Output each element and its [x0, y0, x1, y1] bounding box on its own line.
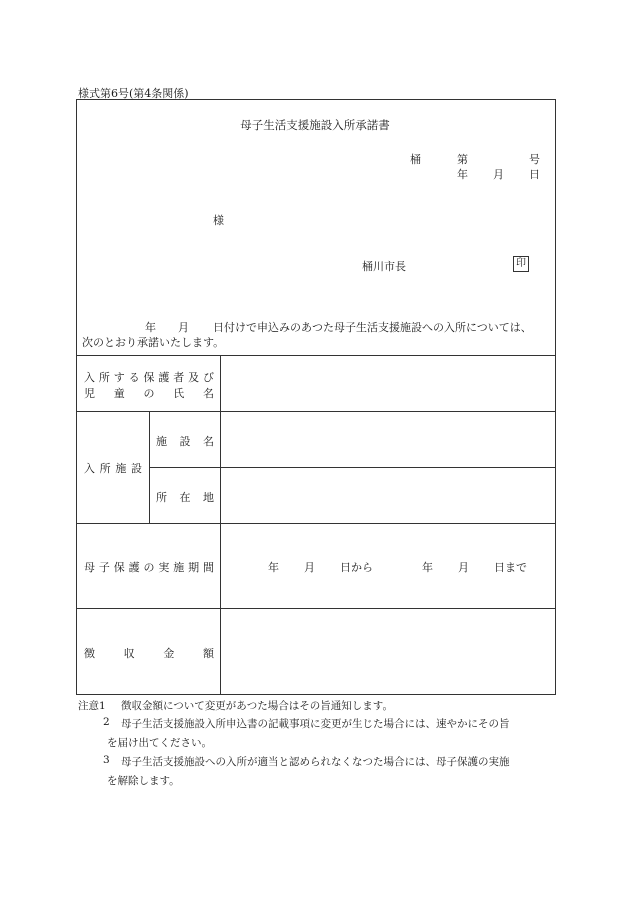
- facility-name-label: 施 設 名: [156, 435, 214, 448]
- body-month: 月: [178, 321, 189, 334]
- note1-head: 注意1: [78, 700, 106, 712]
- body-year: 年: [145, 321, 156, 334]
- note3-text-a: 母子生活支援施設への入所が適当と認められなくなつた場合には、母子保護の実施: [121, 756, 510, 768]
- note3-text-b: を解除します。: [107, 775, 180, 787]
- addressee-suffix: 様: [213, 214, 224, 227]
- facility-group-label: 入 所 施 設: [84, 462, 142, 475]
- ref-go: 号: [529, 153, 540, 166]
- period-month-from: 月: [304, 561, 315, 574]
- row-divider: [76, 411, 556, 412]
- document-title: 母子生活支援施設入所承諾書: [240, 118, 390, 132]
- ref-prefix: 桶: [410, 153, 421, 166]
- ref-dai: 第: [457, 153, 468, 166]
- seal-mark: 印: [513, 256, 529, 272]
- note1-text: 徴収金額について変更があつた場合はその旨通知します。: [121, 700, 393, 712]
- upper-frame: [76, 99, 556, 355]
- period-label: 母 子 保 護 の 実 施 期 間: [84, 561, 214, 574]
- column-divider: [149, 411, 150, 523]
- period-year-from: 年: [268, 561, 279, 574]
- issuer-name: 桶川市長: [362, 260, 406, 273]
- note2-text-b: を届け出てください。: [107, 737, 212, 749]
- guardian-label-line2: 児 童 の 氏 名: [84, 387, 214, 400]
- date-month: 月: [493, 168, 504, 181]
- period-day-from: 日から: [340, 561, 373, 574]
- row-divider: [149, 467, 556, 468]
- body-line2: 次のとおり承諾いたします。: [82, 336, 225, 349]
- date-day: 日: [529, 168, 540, 181]
- note2-text-a: 母子生活支援施設入所申込書の記載事項に変更が生じた場合には、速やかにその旨: [121, 718, 510, 730]
- form-number: 様式第6号(第4条関係): [78, 87, 189, 100]
- fee-label: 徴 収 金 額: [84, 647, 214, 660]
- period-year-to: 年: [422, 561, 433, 574]
- note3-head: 3: [103, 754, 110, 766]
- period-month-to: 月: [458, 561, 469, 574]
- body-line1: 日付けで申込みのあつた母子生活支援施設への入所については、: [213, 321, 532, 334]
- details-table: [76, 355, 556, 695]
- period-day-to: 日まで: [494, 561, 527, 574]
- row-divider: [76, 608, 556, 609]
- column-divider: [220, 355, 221, 695]
- note2-head: 2: [103, 716, 110, 728]
- guardian-label-line1: 入 所 す る 保 護 者 及 び: [84, 371, 214, 384]
- date-year: 年: [457, 168, 468, 181]
- row-divider: [76, 523, 556, 524]
- facility-location-label: 所 在 地: [156, 491, 214, 504]
